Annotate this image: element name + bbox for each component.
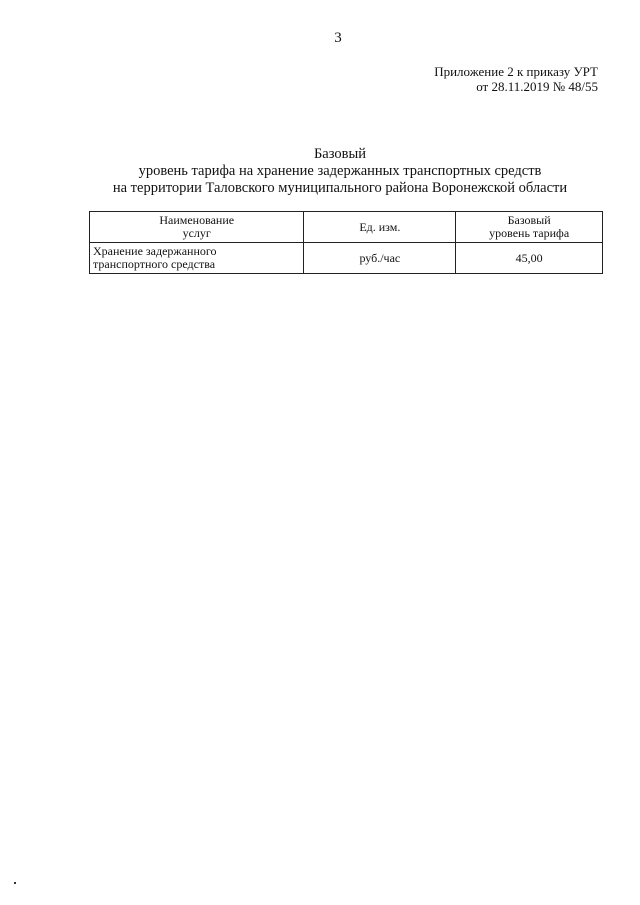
header-base-rate-line-2: уровень тарифа: [489, 226, 570, 240]
tariff-table: [89, 211, 603, 274]
page-number: 3: [334, 30, 342, 46]
cell-service-name-line-1: Хранение задержанного: [93, 244, 217, 258]
title-line-3: на территории Таловского муниципального района Воронежской области: [112, 180, 568, 196]
title-line-1: Базовый: [313, 146, 366, 162]
header-unit: [304, 212, 456, 243]
title-line-2: уровень тарифа на хранение задержанных транспортных средств: [138, 163, 542, 179]
cell-unit: руб./час: [304, 243, 456, 274]
header-service-name: [90, 212, 304, 243]
cell-service-name-line-2: транспортного средства: [93, 257, 216, 271]
appendix-line-date: от 28.11.2019 № 48/55: [476, 79, 598, 94]
table-header-row: [90, 212, 603, 243]
scan-speck: [14, 882, 16, 884]
appendix-line-order: Приложение 2 к приказу УРТ: [434, 64, 598, 79]
header-base-rate-line-1: Базовый: [507, 213, 551, 227]
appendix-reference: [434, 64, 598, 94]
cell-base-rate: 45,00: [456, 243, 603, 274]
table-row: [90, 243, 603, 274]
header-service-name-line-1: Наименование: [159, 213, 235, 227]
header-unit-label: Ед. изм.: [359, 219, 401, 234]
cell-service-name: [90, 243, 304, 274]
header-service-name-line-2: услуг: [182, 226, 211, 240]
header-base-rate: [456, 212, 603, 243]
document-title: [0, 146, 640, 197]
